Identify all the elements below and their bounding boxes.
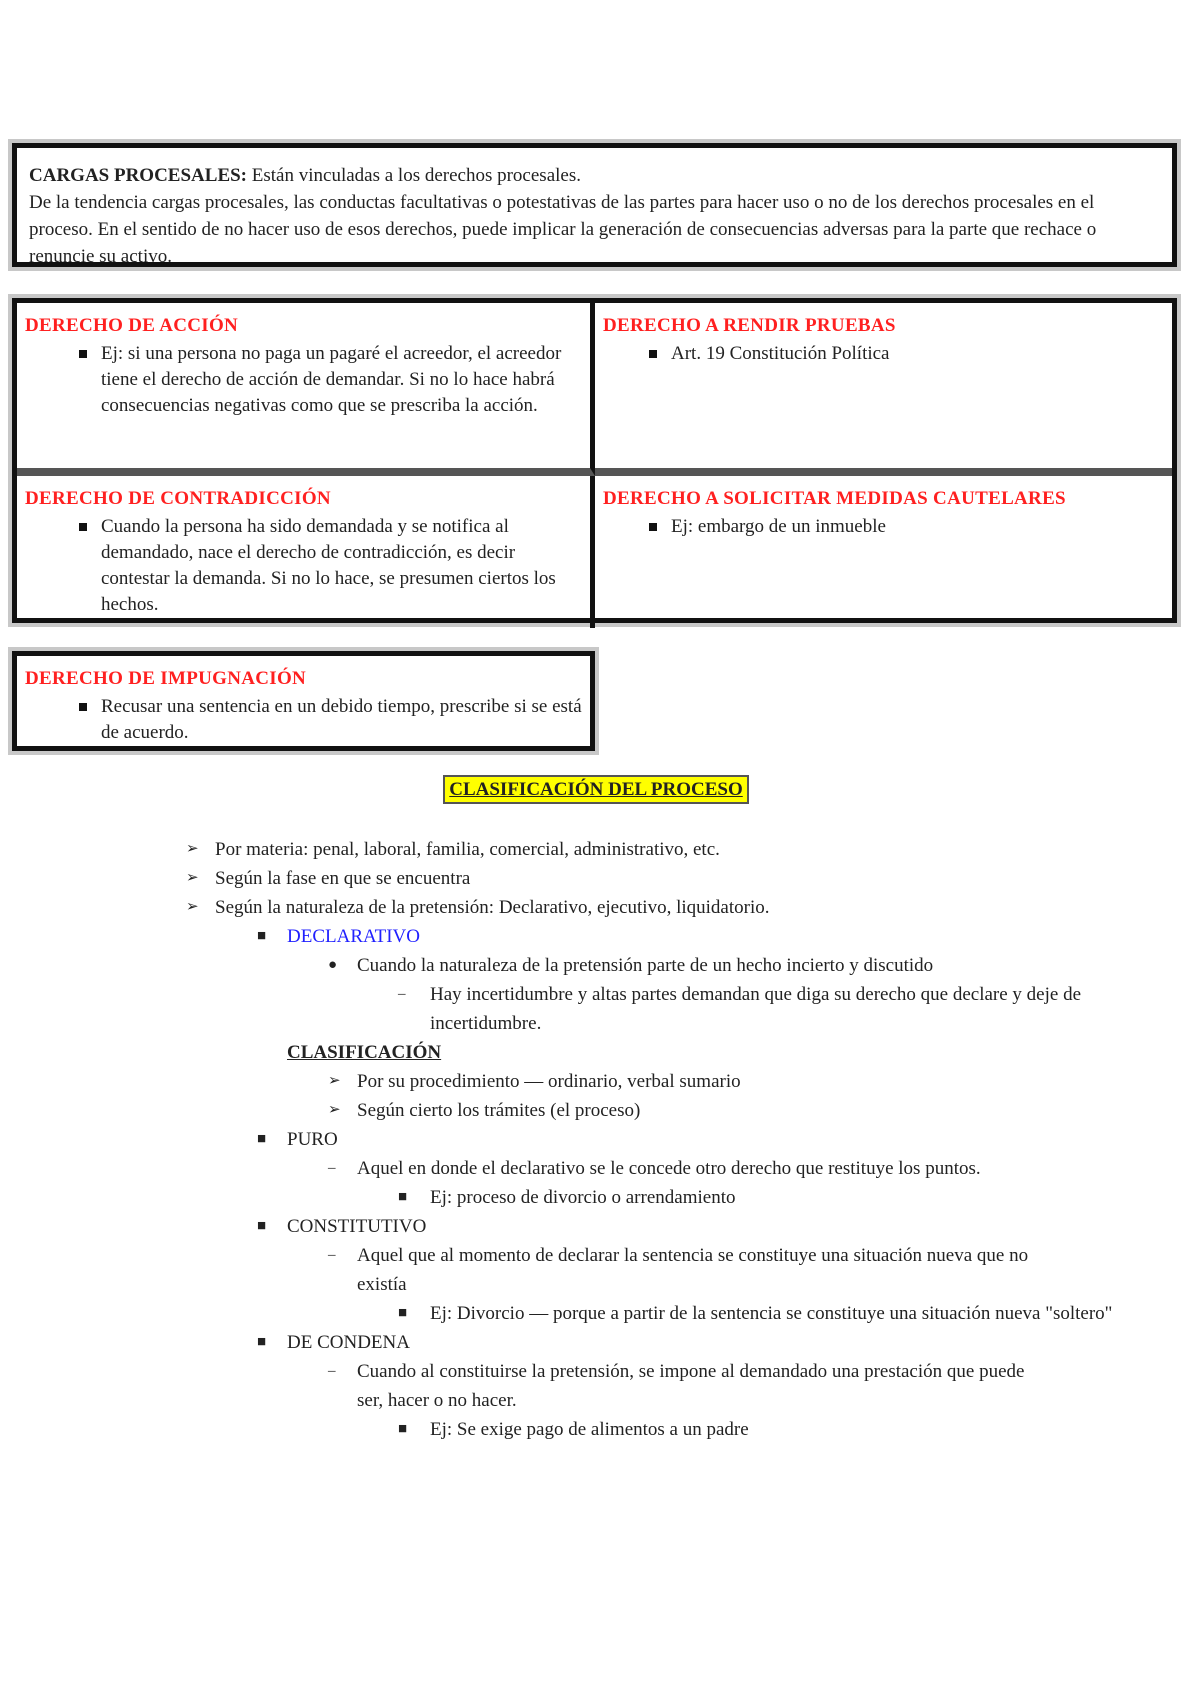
outline-text: Cuando al constituirse la pretensión, se impone al demandado una prestación que puede ser, hacer o no hacer. xyxy=(357,1361,1025,1411)
outline-item xyxy=(0,1241,1192,1299)
rights-grid xyxy=(12,298,1177,623)
outline-item xyxy=(0,1415,1192,1444)
cell-heading: DERECHO A RENDIR PRUEBAS xyxy=(603,315,896,336)
outline-text: DE CONDENA xyxy=(287,1332,410,1353)
outline-text: Por materia: penal, laboral, familia, comercial, administrativo, etc. xyxy=(215,839,720,860)
list-item: Cuando la persona ha sido demandada y se notifica al demandado, nace el derecho de contradicción, es decir contestar la demanda. Si no lo hace, se presumen ciertos los hechos. xyxy=(101,514,582,618)
list-item: Ej: si una persona no paga un pagaré el acreedor, el acreedor tiene el derecho de acción de demandar. Si no lo hace habrá consecuencias negativas como que se prescriba la acción. xyxy=(101,341,582,419)
bullet-marker: ■ xyxy=(398,1421,408,1437)
outline-item xyxy=(0,1125,1192,1154)
outline-item xyxy=(0,1357,1192,1415)
outline-item xyxy=(0,1212,1192,1241)
bullet-marker: – xyxy=(398,986,406,1002)
outline-text: Hay incertidumbre y altas partes demandan que diga su derecho que declare y deje de incertidumbre. xyxy=(430,984,1082,1034)
bullet-marker: ■ xyxy=(257,1131,267,1147)
outline-text: Aquel que al momento de declarar la sentencia se constituye una situación nueva que no existía xyxy=(357,1245,1029,1295)
outline-item xyxy=(0,922,1192,951)
bullet-marker: – xyxy=(328,1363,336,1379)
outline-item xyxy=(0,1067,1192,1096)
cell-heading: DERECHO DE ACCIÓN xyxy=(25,315,239,336)
cell-heading: DERECHO DE CONTRADICCIÓN xyxy=(25,488,331,509)
bullet-marker: ■ xyxy=(257,1334,267,1350)
outline-item xyxy=(0,1328,1192,1357)
outline-text: Según la naturaleza de la pretensión: Declarativo, ejecutivo, liquidatorio. xyxy=(215,897,770,918)
bullet-marker: ■ xyxy=(257,928,267,944)
outline-item xyxy=(0,1183,1192,1212)
bullet-marker: ➢ xyxy=(186,899,199,915)
cell-cautelares xyxy=(595,476,1172,628)
cell-contradiccion xyxy=(17,476,595,628)
outline-item xyxy=(0,980,1192,1038)
outline-item xyxy=(0,864,1192,893)
outline-item xyxy=(0,951,1192,980)
list-item: Ej: embargo de un inmueble xyxy=(671,514,1164,540)
outline-text: Aquel en donde el declarativo se le concede otro derecho que restituye los puntos. xyxy=(357,1158,981,1179)
impugnacion-box xyxy=(12,651,595,751)
bullet-marker: ■ xyxy=(398,1305,408,1321)
intro-body: De la tendencia cargas procesales, las conductas facultativas o potestativas de las partes para hacer uso o no de los derechos procesales en el proceso. En el sentido de no hacer uso de esos derechos, puede implicar la generación de consecuencias adversas para la parte que rechace o renuncie su activo. xyxy=(29,192,1097,267)
cell-accion xyxy=(17,303,595,476)
outline-item xyxy=(0,835,1192,864)
outline-text: Cuando la naturaleza de la pretensión parte de un hecho incierto y discutido xyxy=(357,955,934,976)
outline-item xyxy=(0,1096,1192,1125)
intro-term: CARGAS PROCESALES: xyxy=(29,165,248,186)
bullet-marker: ● xyxy=(328,957,338,973)
outline-text: Ej: Se exige pago de alimentos a un padre xyxy=(430,1419,749,1440)
bullet-marker: ■ xyxy=(257,1218,267,1234)
section-title-text: CLASIFICACIÓN DEL PROCESO xyxy=(443,775,749,804)
outline-text: CONSTITUTIVO xyxy=(287,1216,427,1237)
intro-box xyxy=(12,143,1177,267)
impugnacion-heading: DERECHO DE IMPUGNACIÓN xyxy=(25,668,307,689)
list-item: Recusar una sentencia en un debido tiempo, prescribe si se está de acuerdo. xyxy=(101,694,582,746)
outline-item xyxy=(0,1038,1192,1067)
outline-text: Ej: Divorcio — porque a partir de la sentencia se constituye una situación nueva "soltero" xyxy=(430,1303,1113,1324)
outline-text: PURO xyxy=(287,1129,338,1150)
bullet-marker: ➢ xyxy=(186,841,199,857)
cell-pruebas xyxy=(595,303,1172,476)
cell-heading: DERECHO A SOLICITAR MEDIDAS CAUTELARES xyxy=(603,488,1066,509)
outline-text: Según la fase en que se encuentra xyxy=(215,868,471,889)
list-item: Art. 19 Constitución Política xyxy=(671,341,1164,367)
outline-text: Según cierto los trámites (el proceso) xyxy=(357,1100,641,1121)
intro-lead: Están vinculadas a los derechos procesales. xyxy=(251,165,581,186)
bullet-marker: ➢ xyxy=(186,870,199,886)
outline-text: DECLARATIVO xyxy=(287,926,420,947)
outline-text: CLASIFICACIÓN xyxy=(287,1042,442,1063)
outline-item xyxy=(0,1299,1192,1328)
classification-outline xyxy=(0,835,1192,1444)
section-title xyxy=(0,779,1192,801)
outline-item xyxy=(0,893,1192,922)
outline-item xyxy=(0,1154,1192,1183)
bullet-marker: ➢ xyxy=(328,1073,341,1089)
bullet-marker: ■ xyxy=(398,1189,408,1205)
outline-text: Ej: proceso de divorcio o arrendamiento xyxy=(430,1187,736,1208)
bullet-marker: – xyxy=(328,1247,336,1263)
bullet-marker: ➢ xyxy=(328,1102,341,1118)
bullet-marker: – xyxy=(328,1160,336,1176)
outline-text: Por su procedimiento — ordinario, verbal sumario xyxy=(357,1071,741,1092)
